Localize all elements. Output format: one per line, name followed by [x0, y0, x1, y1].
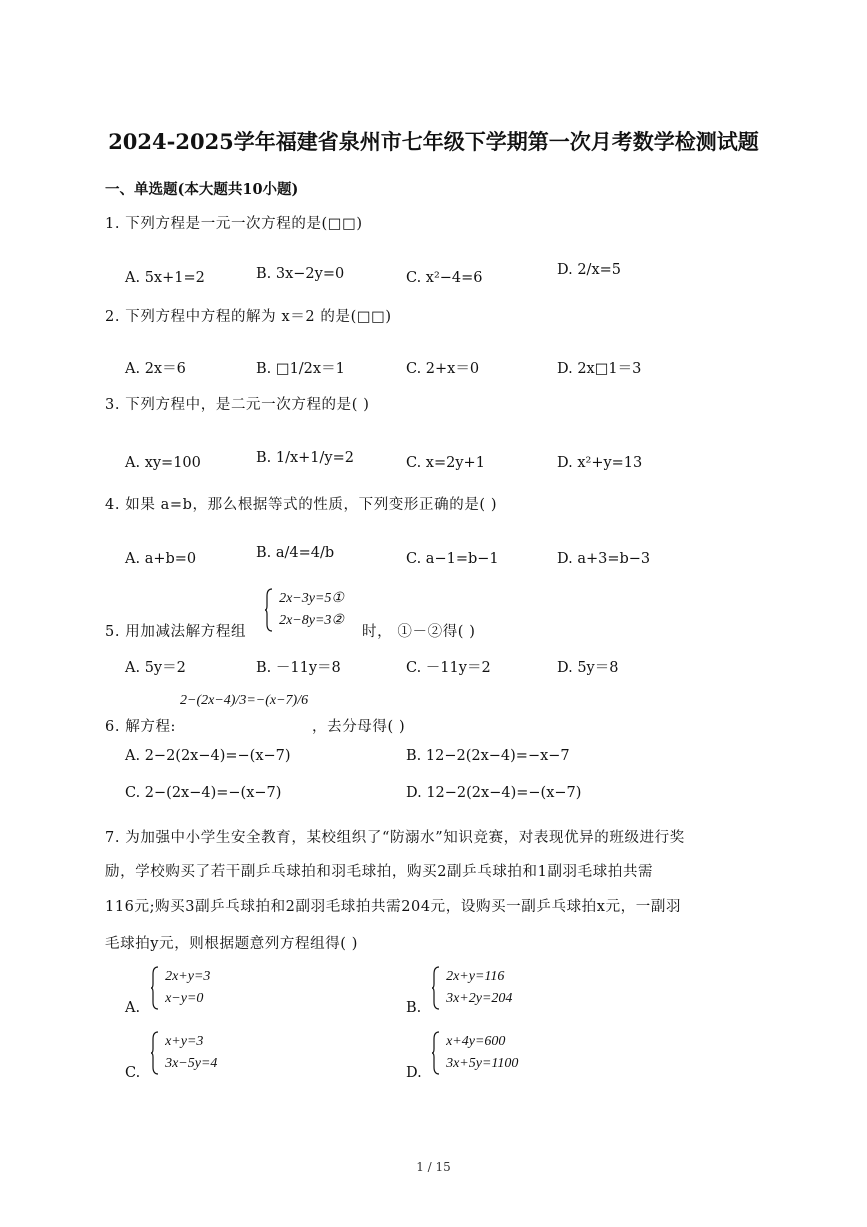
q7-d-eq-1: x+4y=600 [446, 1034, 506, 1049]
q3-option-d: D. x²+y=13 [557, 455, 643, 471]
q7-c-eq-1: x+y=3 [165, 1034, 204, 1049]
q2-option-d: D. 2x□1＝3 [557, 361, 642, 377]
q1-option-a: A. 5x+1=2 [125, 270, 205, 286]
section-heading: 一、单选题(本大题共10小题) [105, 181, 299, 198]
brace-icon [150, 966, 160, 1010]
question-4-stem: 4. 如果 a=b，那么根据等式的性质，下列变形正确的是( ) [105, 497, 498, 513]
brace-icon [431, 966, 441, 1010]
q1-option-d: D. 2/x=5 [557, 262, 621, 278]
question-7-line-1: 7. 为加强中小学生安全教育，某校组织了“防溺水”知识竞赛，对表现优异的班级进行奖 [105, 830, 685, 846]
brace-icon [264, 588, 274, 632]
q5-option-a: A. 5y＝2 [125, 660, 186, 676]
q2-option-a: A. 2x＝6 [125, 361, 186, 377]
q7-option-d-system [431, 1031, 518, 1075]
question-5-stem-pre: 5. 用加减法解方程组 [105, 624, 247, 640]
q6-option-b: B. 12−2(2x−4)=−x−7 [406, 748, 570, 764]
q6-option-c: C. 2−(2x−4)=−(x−7) [125, 785, 282, 801]
document-title: 2024-2025学年福建省泉州市七年级下学期第一次月考数学检测试题 [108, 129, 759, 154]
q2-option-b: B. □1/2x＝1 [256, 361, 345, 377]
q1-option-c: C. x²−4=6 [406, 270, 483, 286]
q6-option-d: D. 12−2(2x−4)=−(x−7) [406, 785, 582, 801]
q7-option-b-label: B. [406, 1000, 422, 1016]
question-7-line-3: 116元;购买3副乒乓球拍和2副羽毛球拍共需204元，设购买一副乒乓球拍x元，一副羽 [105, 899, 682, 915]
q4-option-b: B. a/4=4/b [256, 545, 335, 561]
q5-equation-1: 2x−3y=5① [279, 591, 344, 606]
page-number: 1 / 15 [416, 1160, 451, 1174]
question-5-stem-post: 时， ①－②得( ) [362, 624, 476, 640]
q7-c-eq-2: 3x−5y=4 [165, 1056, 218, 1071]
q7-option-a-system [150, 966, 210, 1010]
q4-option-d: D. a+3=b−3 [557, 551, 651, 567]
question-7-line-4: 毛球拍y元，则根据题意列方程组得( ) [105, 936, 359, 952]
q5-option-d: D. 5y＝8 [557, 660, 619, 676]
q7-option-c-label: C. [125, 1065, 141, 1081]
q7-d-eq-2: 3x+5y=1100 [446, 1056, 519, 1071]
question-7-line-2: 励，学校购买了若干副乒乓球拍和羽毛球拍，购买2副乒乓球拍和1副羽毛球拍共需 [105, 864, 654, 880]
question-1-stem: 1. 下列方程是一元一次方程的是(□□) [105, 216, 363, 232]
q2-option-c: C. 2+x＝0 [406, 361, 480, 377]
q6-option-a: A. 2−2(2x−4)=−(x−7) [125, 748, 291, 764]
question-6-stem-post: ，去分母得( ) [312, 719, 406, 735]
brace-icon [150, 1031, 160, 1075]
q5-equation-system [264, 588, 344, 632]
q3-option-c: C. x=2y+1 [406, 455, 485, 471]
q3-option-a: A. xy=100 [125, 455, 201, 471]
brace-icon [431, 1031, 441, 1075]
q1-option-b: B. 3x−2y=0 [256, 266, 345, 282]
q7-b-eq-2: 3x+2y=204 [446, 991, 513, 1006]
q4-option-a: A. a+b=0 [125, 551, 197, 567]
q5-option-c: C. －11y＝2 [406, 660, 491, 676]
q5-option-b: B. －11y＝8 [256, 660, 341, 676]
question-3-stem: 3. 下列方程中，是二元一次方程的是( ) [105, 397, 370, 413]
q4-option-c: C. a−1=b−1 [406, 551, 499, 567]
q7-option-c-system [150, 1031, 217, 1075]
question-2-stem: 2. 下列方程中方程的解为 x＝2 的是(□□) [105, 309, 392, 325]
q7-a-eq-1: 2x+y=3 [165, 969, 211, 984]
q7-a-eq-2: x−y=0 [165, 991, 204, 1006]
q7-option-d-label: D. [406, 1065, 422, 1081]
q5-equation-2: 2x−8y=3② [279, 613, 344, 628]
q3-option-b: B. 1/x+1/y=2 [256, 450, 354, 466]
q7-option-a-label: A. [125, 1000, 141, 1016]
q6-equation: 2−(2x−4)/3=−(x−7)/6 [180, 693, 309, 708]
q7-b-eq-1: 2x+y=116 [446, 969, 505, 984]
q7-option-b-system [431, 966, 512, 1010]
question-6-stem-pre: 6. 解方程: [105, 719, 177, 735]
